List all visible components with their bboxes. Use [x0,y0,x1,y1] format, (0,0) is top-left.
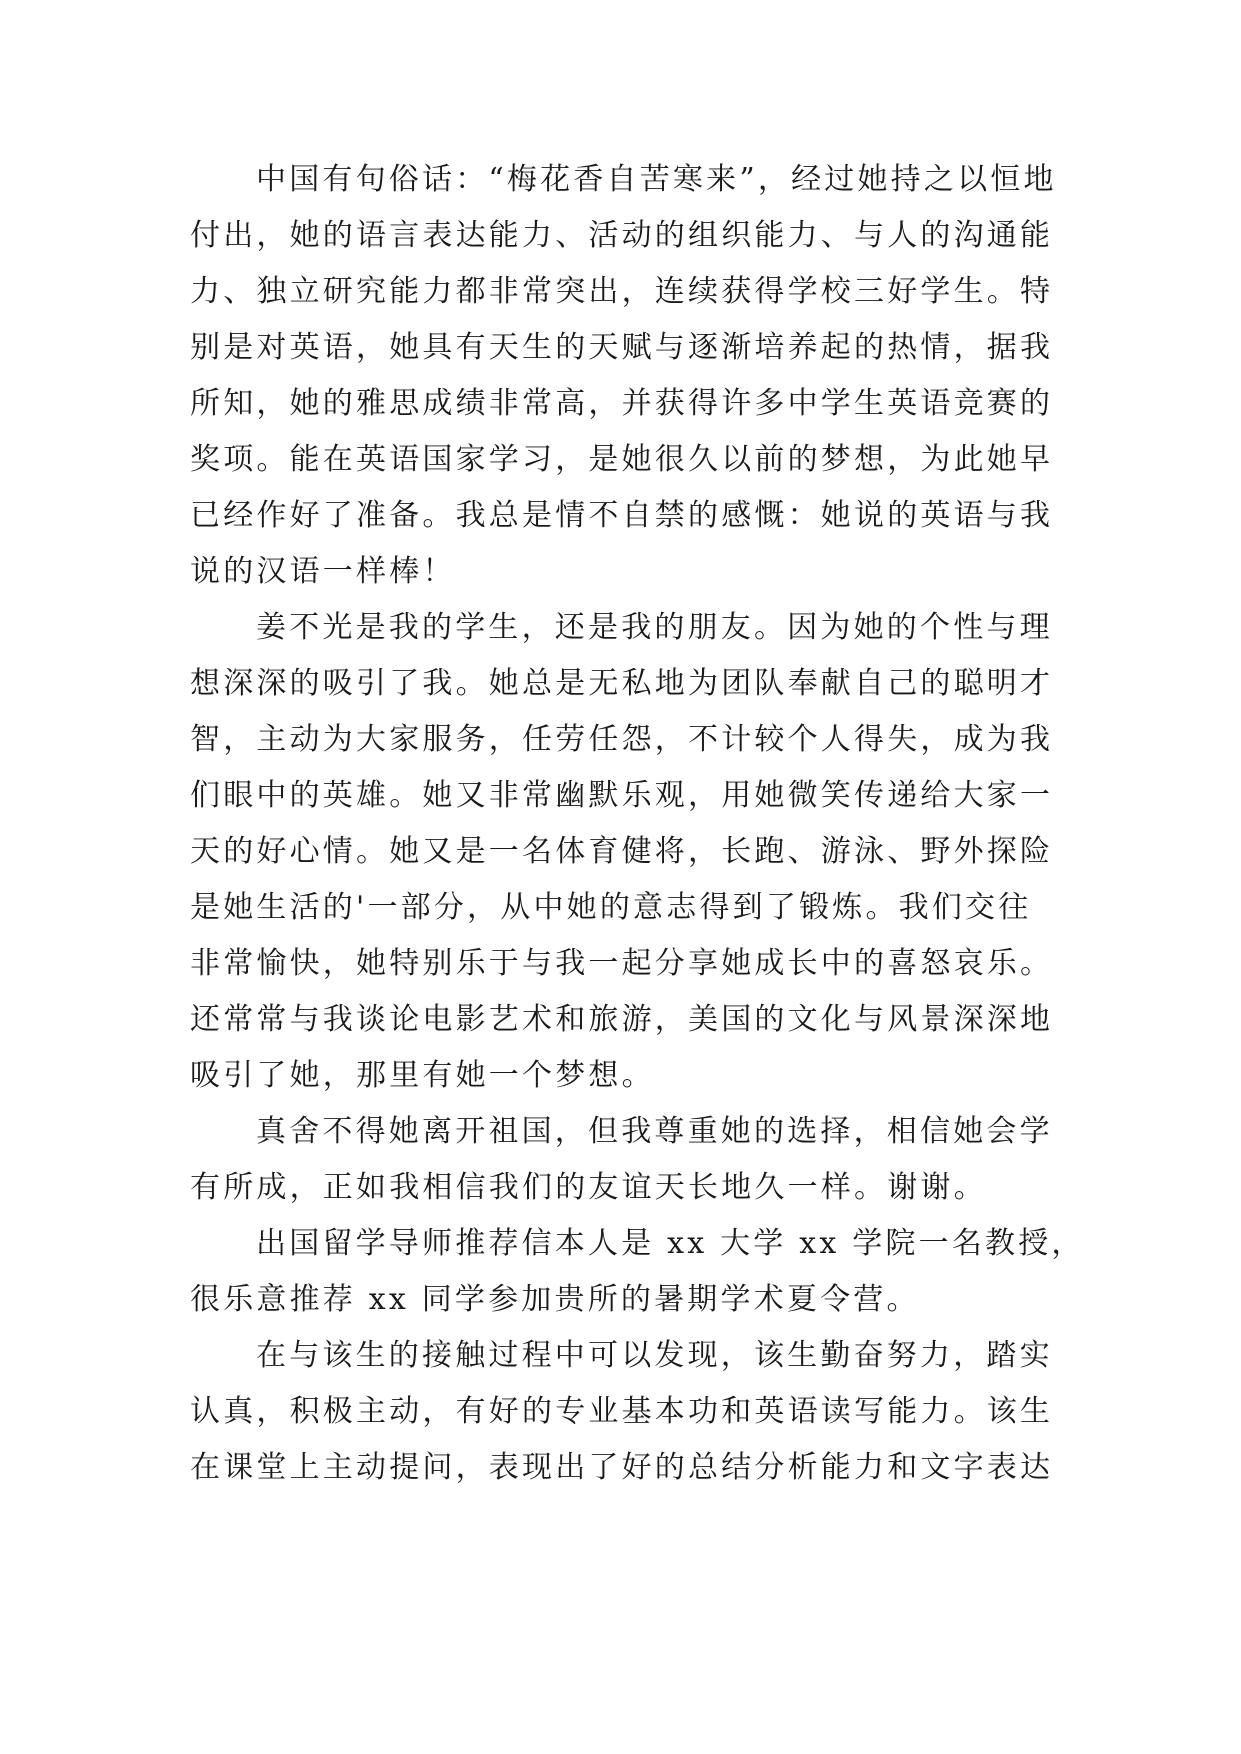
text-line: 有所成，正如我相信我们的友谊天长地久一样。谢谢。 [190,1170,987,1205]
text-line: 力、独立研究能力都非常突出，连续获得学校三好学生。特 [190,274,1054,309]
text-line: 很乐意推荐 xx 同学参加贵所的暑期学术夏令营。 [190,1282,920,1317]
text-line: 还常常与我谈论电影艺术和旅游，美国的文化与风景深深地 [190,1002,1054,1037]
text-line: 说的汉语一样棒！ [190,554,456,589]
text-line: 非常愉快，她特别乐于与我一起分享她成长中的喜怒哀乐。 [190,946,1054,981]
text-line: 在课堂上主动提问，表现出了好的总结分析能力和文字表达 [190,1450,1054,1485]
text-line: 智，主动为大家服务，任劳任怨，不计较个人得失，成为我 [190,722,1054,757]
text-line: 别是对英语，她具有天生的天赋与逐渐培养起的热情，据我 [190,330,1054,365]
text-line: 吸引了她，那里有她一个梦想。 [190,1058,655,1093]
text-line: 付出，她的语言表达能力、活动的组织能力、与人的沟通能 [190,218,1054,253]
text-line: 天的好心情。她又是一名体育健将，长跑、游泳、野外探险 [190,834,1054,869]
text-line: 已经作好了准备。我总是情不自禁的感慨：她说的英语与我 [190,498,1054,533]
text-line: 出国留学导师推荐信本人是 xx 大学 xx 学院一名教授， [256,1226,1085,1261]
text-line: 认真，积极主动，有好的专业基本功和英语读写能力。该生 [190,1394,1054,1429]
text-line: 姜不光是我的学生，还是我的朋友。因为她的个性与理 [256,610,1053,645]
text-line: 是她生活的'一部分，从中她的意志得到了锻炼。我们交往 [190,890,1032,925]
text-line: 在与该生的接触过程中可以发现，该生勤奋努力，踏实 [256,1338,1053,1373]
text-line: 们眼中的英雄。她又非常幽默乐观，用她微笑传递给大家一 [190,778,1054,813]
text-line: 中国有句俗话：“梅花香自苦寒来”，经过她持之以恒地 [256,162,1057,197]
text-line: 真舍不得她离开祖国，但我尊重她的选择，相信她会学 [256,1114,1053,1149]
text-line: 奖项。能在英语国家学习，是她很久以前的梦想，为此她早 [190,442,1054,477]
text-line: 想深深的吸引了我。她总是无私地为团队奉献自己的聪明才 [190,666,1054,701]
text-line: 所知，她的雅思成绩非常高，并获得许多中学生英语竞赛的 [190,386,1054,421]
